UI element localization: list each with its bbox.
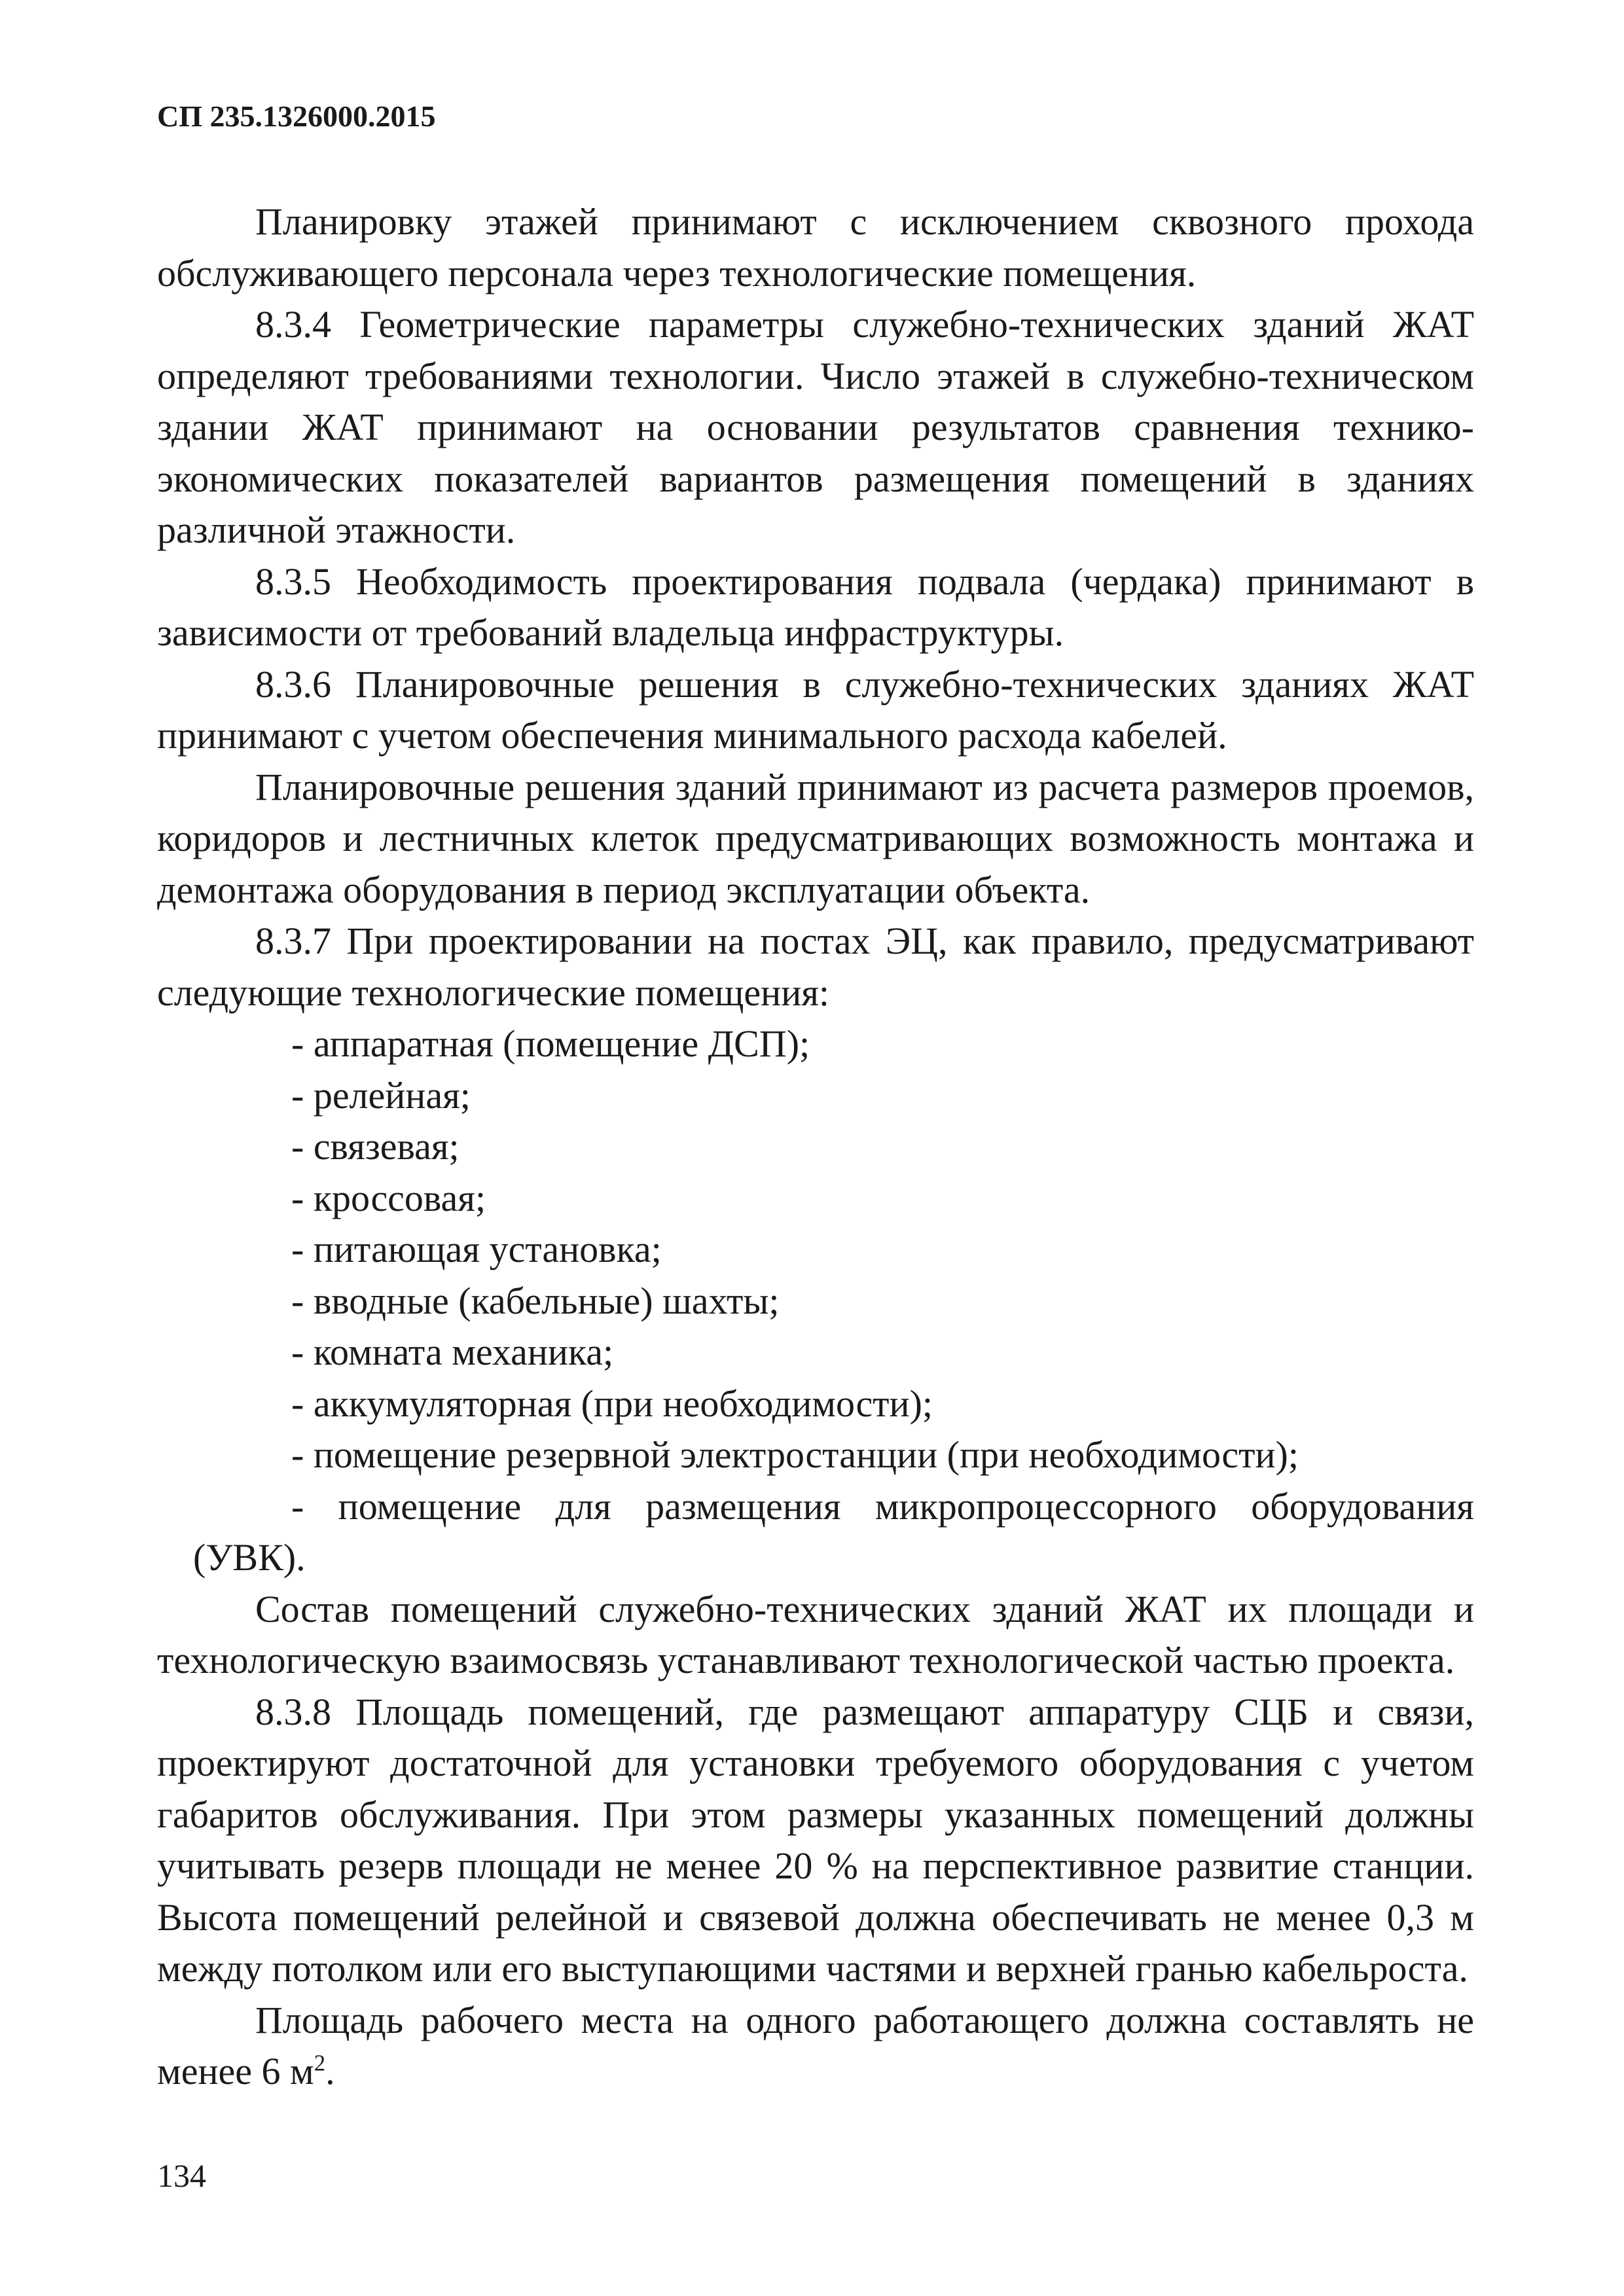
list-item: - связевая;: [291, 1125, 460, 1168]
list-item: - вводные (кабельные) шахты;: [291, 1279, 780, 1322]
superscript-exponent: 2: [314, 2050, 326, 2076]
paragraph: Состав помещений служебно-технических зданий ЖАТ их площади и технологическую взаимосвязь устанавливают технологической частью проекта.: [157, 1587, 1474, 1681]
list-item: - помещение резервной электростанции (при необходимости);: [291, 1433, 1299, 1476]
paragraph-end-punctuation: .: [325, 2050, 335, 2092]
workplace-area-text: Площадь рабочего места на одного работающего должна составлять не менее 6 м: [157, 1998, 1474, 2092]
list-item: - питающая установка;: [291, 1228, 662, 1270]
list-item: - релейная;: [291, 1073, 471, 1117]
list-item: - аппаратная (помещение ДСП);: [291, 1022, 810, 1065]
paragraph: Планировку этажей принимают с исключением сквозного прохода обслуживающего персонала через технологические помещения.: [157, 200, 1474, 295]
paragraph-8-3-8: 8.3.8 Площадь помещений, где размещают аппаратуру СЦБ и связи, проектируют достаточной для установки требуемого оборудования с учетом габаритов обслуживания. При этом размеры указанных помещений должны учитывать резерв площади не менее 20 % на перспективное развитие станции. Высота помещений релейной и связевой должна обеспечивать не менее 0,3 м между потолком или его выступающими частями и верхней гранью кабельроста.: [157, 1690, 1474, 1990]
page-number: 134: [157, 2157, 206, 2194]
list-item-continuation: (УВК).: [193, 1536, 306, 1579]
paragraph: Планировочные решения зданий принимают из расчета размеров проемов, коридоров и лестничных клеток предусматривающих возможность монтажа и демонтажа оборудования в период эксплуатации объекта.: [157, 765, 1474, 911]
document-body: [157, 196, 1474, 2098]
list-item: - помещение для размещения микропроцессорного оборудования: [291, 1484, 1474, 1528]
list-item: - аккумуляторная (при необходимости);: [291, 1382, 933, 1425]
list-item: - комната механика;: [291, 1331, 614, 1373]
paragraph-8-3-7: 8.3.7 При проектировании на постах ЭЦ, как правило, предусматривают следующие технологические помещения:: [157, 920, 1474, 1014]
paragraph-workplace-area: [157, 1995, 1474, 2098]
list-item: - кроссовая;: [291, 1176, 486, 1219]
paragraph-8-3-6: 8.3.6 Планировочные решения в служебно-технических зданиях ЖАТ принимают с учетом обеспечения минимального расхода кабелей.: [157, 662, 1474, 757]
rooms-list: [157, 1018, 1474, 1532]
paragraph-8-3-4: 8.3.4 Геометрические параметры служебно-технических зданий ЖАТ определяют требованиями технологии. Число этажей в служебно-техническом здании ЖАТ принимают на основании результатов сравнения технико-экономических показателей вариантов размещения помещений в зданиях различной этажности.: [157, 303, 1474, 551]
document-code-header: СП 235.1326000.2015: [157, 99, 436, 133]
paragraph-8-3-5: 8.3.5 Необходимость проектирования подвала (чердака) принимают в зависимости от требований владельца инфраструктуры.: [157, 560, 1474, 654]
